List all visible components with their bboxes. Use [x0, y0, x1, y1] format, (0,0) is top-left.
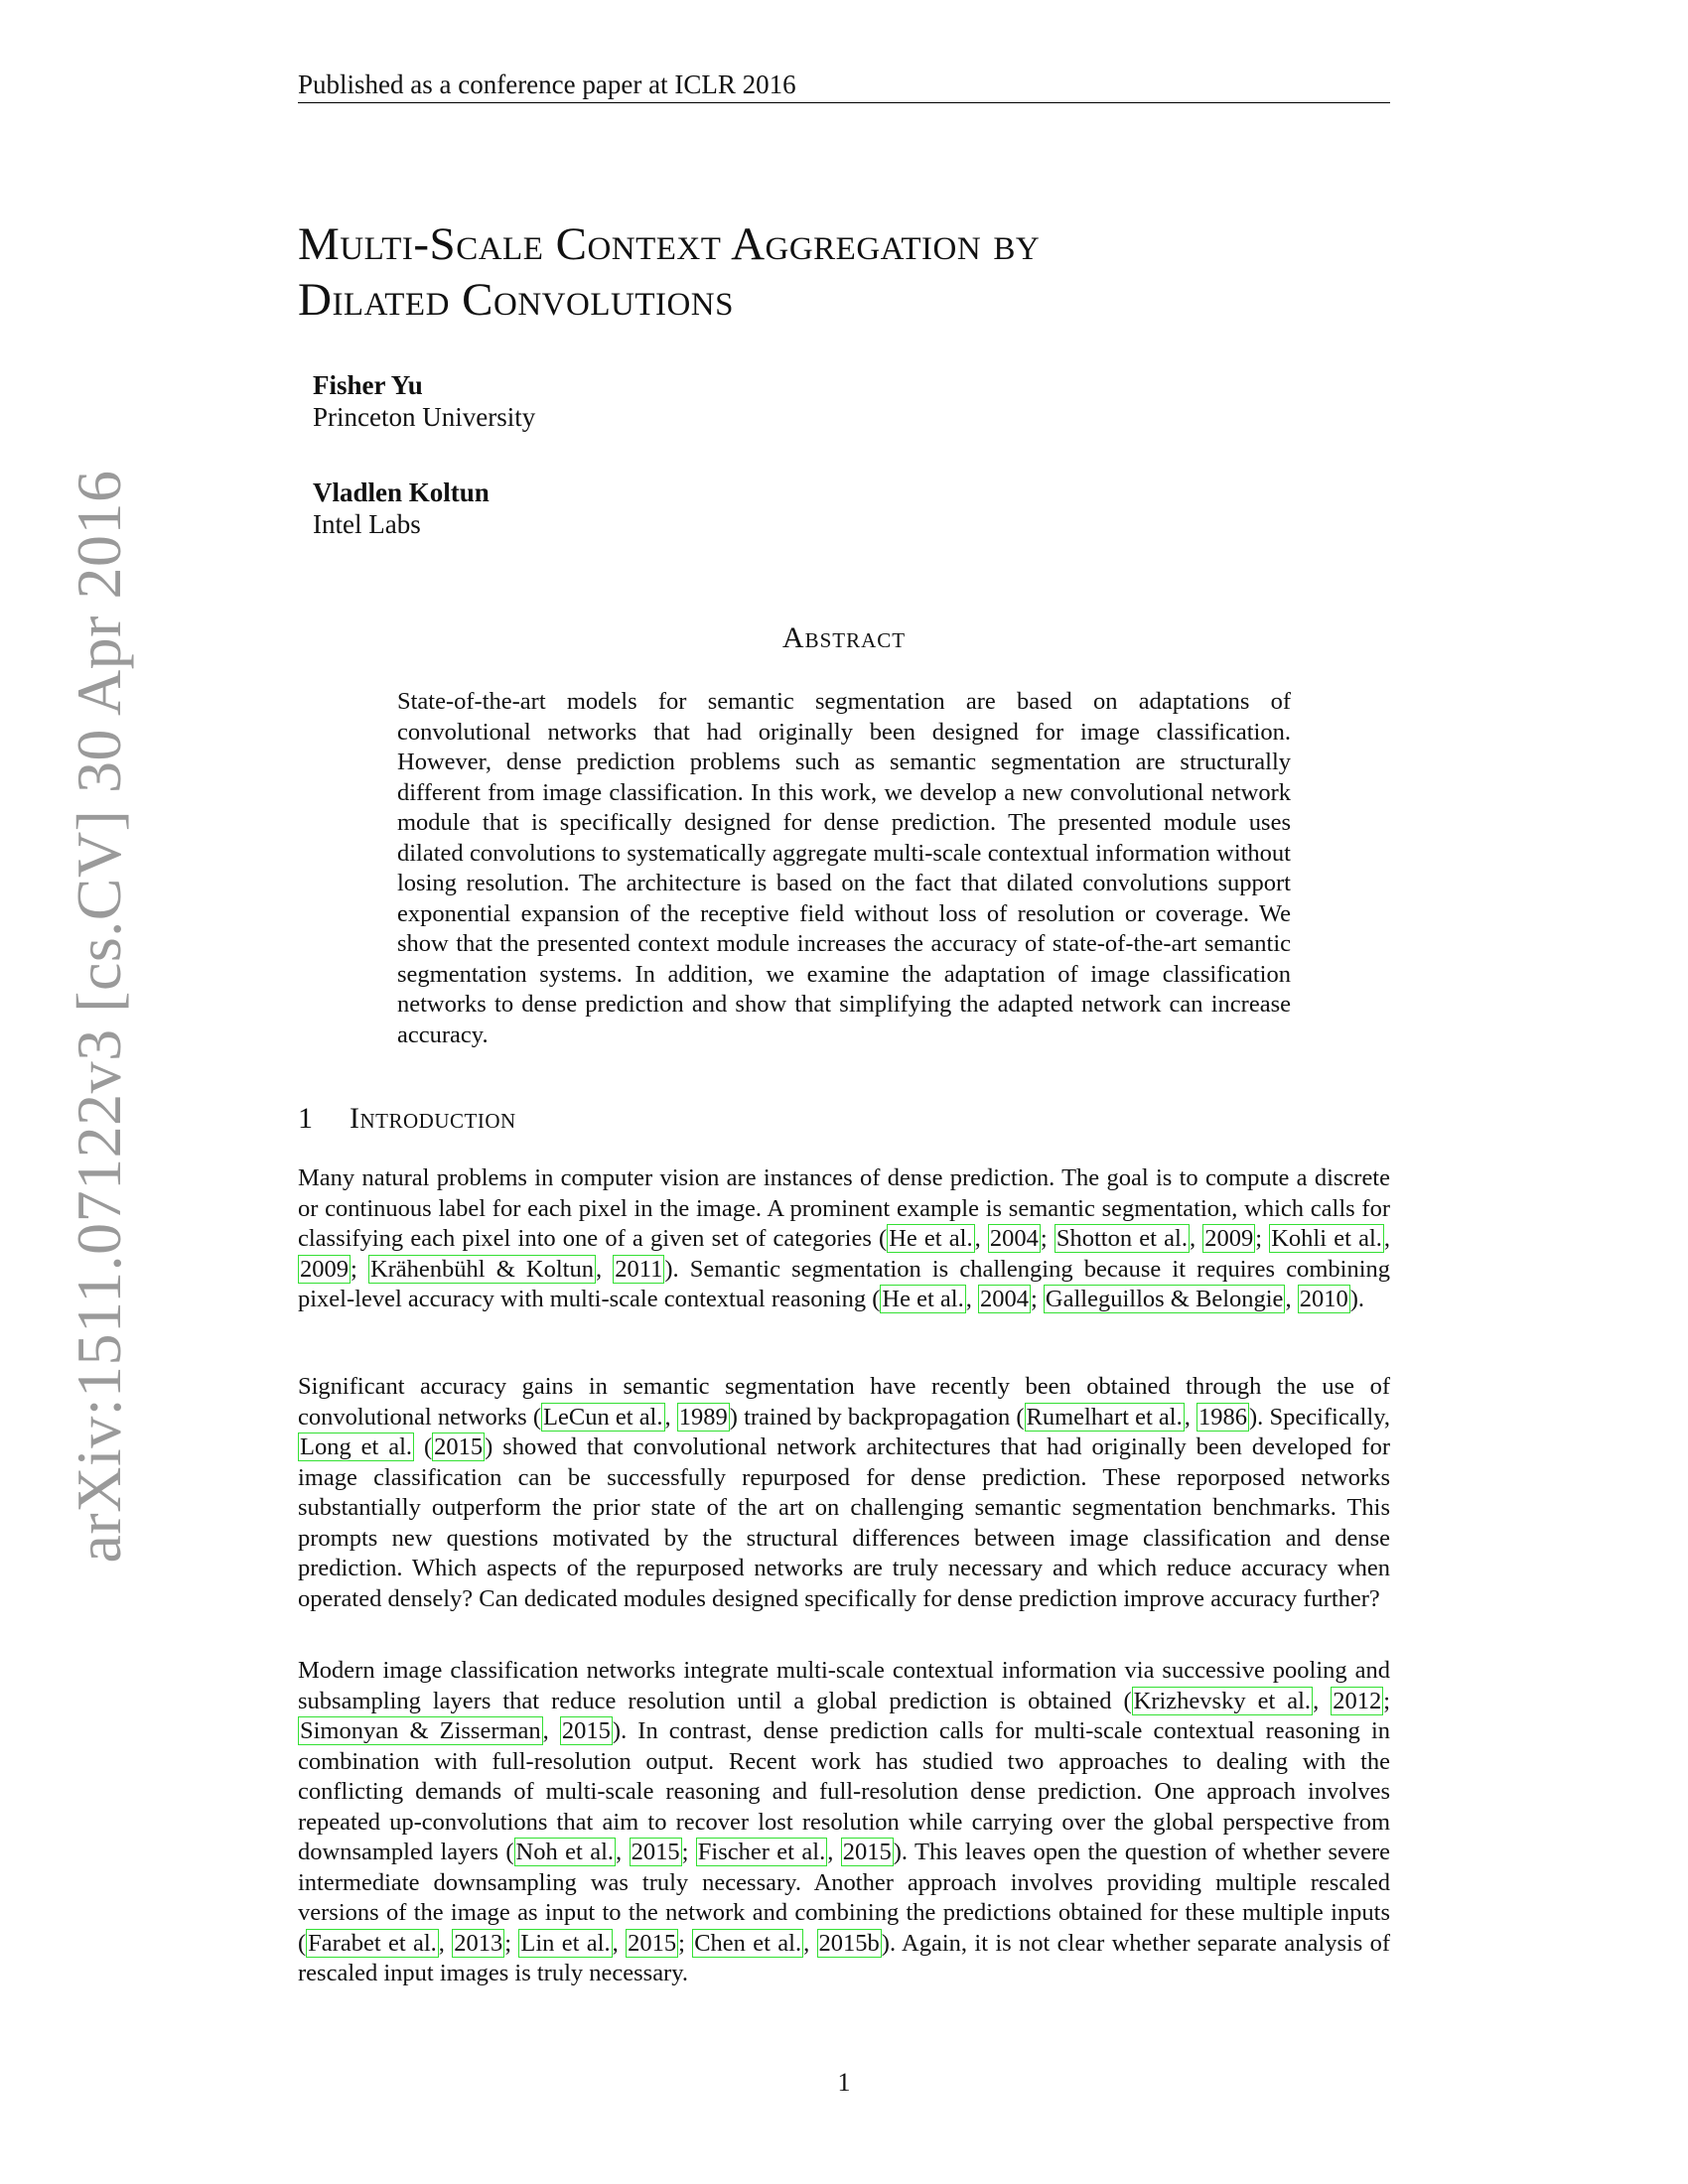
citation-year-link[interactable]: 2011: [615, 1255, 663, 1283]
citation-year-link[interactable]: 1986: [1198, 1403, 1248, 1431]
citation-link[interactable]: Simonyan & Zisserman: [300, 1717, 541, 1744]
citation-year-link[interactable]: 2010: [1299, 1286, 1348, 1312]
author-block-1: [313, 369, 535, 433]
intro-paragraph-2: Significant accuracy gains in semantic segmentation have recently been obtained through the use of convolutional networks (LeCun et al., 1989) trained by backpropagation (Rumelhart et al., 1986). Specifically, Long et al. (2015) showed that convolutional network architectures that had originally been developed for image classification can be successfully repurposed for dense prediction. These reporposed networks substantially outperform the prior state of the art on challenging semantic segmentation benchmarks. This prompts new questions motivated by the structural differences between image classification and dense prediction. Which aspects of the repurposed networks are truly necessary and which reduce accuracy when operated densely? Can dedicated modules designed specifically for dense prediction improve accuracy further?: [298, 1373, 1390, 1612]
running-header: Published as a conference paper at ICLR 2016: [298, 69, 1390, 103]
author-affiliation: Intel Labs: [313, 509, 421, 539]
citation-link[interactable]: Rumelhart et al.: [1026, 1403, 1183, 1431]
citation-link[interactable]: Noh et al.: [515, 1839, 615, 1865]
citation-year-link[interactable]: 2015: [561, 1717, 611, 1744]
abstract-heading: Abstract: [781, 621, 907, 654]
paragraph-text: ). In contrast, dense prediction calls for multi-scale contextual reasoning in combination with full-resolution output. Recent work has studied two approaches to dealing with the conflicting demands of multi-scale reasoning and full-resolution dense prediction. One approach involves repeated up-convolutions that aim to recover lost resolution while carrying over the global perspective from downsampled layers (: [298, 1717, 1391, 1865]
citation-year-link[interactable]: 2013: [454, 1929, 503, 1957]
citation-link[interactable]: Farabet et al.: [308, 1929, 437, 1957]
section-number: 1: [298, 1102, 314, 1135]
citation-year-link[interactable]: 2015: [842, 1839, 892, 1865]
paragraph-text: ).: [1349, 1286, 1364, 1312]
title-line-2: Dilated Convolutions: [298, 274, 734, 326]
paragraph-text: Significant accuracy gains in semantic segmentation have recently been obtained through the use of convolutional networks (: [298, 1373, 1390, 1431]
citation-link[interactable]: Krizhevsky et al.: [1133, 1687, 1312, 1714]
paragraph-text: Many natural problems in computer vision are instances of dense prediction. The goal is to compute a discrete or continuous label for each pixel in the image. A prominent example is semantic segmentation, which calls for classifying each pixel into one of a given set of categories (: [298, 1164, 1390, 1252]
citation-year-link[interactable]: 2009: [1204, 1225, 1254, 1252]
paragraph-text: Modern image classification networks integrate multi-scale contextual information via successive pooling and subsampling layers that reduce resolution until a global prediction is obtained (: [298, 1657, 1390, 1714]
paragraph-text: ). Again, it is not clear whether separate analysis of rescaled input images is truly necessary.: [298, 1929, 1391, 1986]
author-block-2: [313, 477, 490, 540]
citation-year-link[interactable]: 1989: [678, 1403, 728, 1431]
section-title: Introduction: [350, 1102, 516, 1135]
paragraph-text: ) trained by backpropagation (: [729, 1403, 1025, 1431]
citation-link[interactable]: Kohli et al.: [1271, 1225, 1382, 1252]
citation-link[interactable]: Galleguillos & Belongie: [1045, 1286, 1284, 1312]
citation-year-link[interactable]: 2015: [628, 1929, 677, 1957]
citation-year-link[interactable]: 2004: [979, 1286, 1029, 1312]
paragraph-text: ). This leaves open the question of whether severe intermediate downsampling was truly necessary. Another approach involves providing multiple rescaled versions of the image as input to the network and combining the predictions obtained for these multiple inputs (: [298, 1839, 1391, 1957]
citation-link[interactable]: Chen et al.: [694, 1929, 802, 1957]
citation-link[interactable]: He et al.: [882, 1286, 964, 1312]
citation-link[interactable]: Fischer et al.: [697, 1839, 826, 1865]
citation-year-link[interactable]: 2004: [989, 1225, 1039, 1252]
citation-year-link[interactable]: 2012: [1333, 1687, 1382, 1714]
author-name: Fisher Yu: [313, 370, 423, 400]
citation-link[interactable]: Lin et al.: [520, 1929, 611, 1957]
title-line-1: Multi-Scale Context Aggregation by: [298, 218, 1041, 270]
page-number: 1: [837, 2068, 851, 2097]
citation-link[interactable]: Long et al.: [300, 1433, 413, 1460]
citation-year-link[interactable]: 2015: [631, 1839, 680, 1865]
citation-link[interactable]: He et al.: [889, 1225, 973, 1252]
intro-paragraph-3: Modern image classification networks integrate multi-scale contextual information via successive pooling and subsampling layers that reduce resolution until a global prediction is obtained (Krizhevsky et al., 2012; Simonyan & Zisserman, 2015). In contrast, dense prediction calls for multi-scale contextual reasoning in combination with full-resolution output. Recent work has studied two approaches to dealing with the conflicting demands of multi-scale reasoning and full-resolution dense prediction. One approach involves repeated up-convolutions that aim to recover lost resolution while carrying over the global perspective from downsampled layers (Noh et al., 2015; Fischer et al., 2015). This leaves open the question of whether severe intermediate downsampling was truly necessary. Another approach involves providing multiple rescaled versions of the image as input to the network and combining the predictions obtained for these multiple inputs (Farabet et al., 2013; Lin et al., 2015; Chen et al., 2015b). Again, it is not clear whether separate analysis of rescaled input images is truly necessary.: [298, 1657, 1391, 1986]
paper-title: [298, 216, 1390, 328]
paragraph-text: ). Specifically,: [1249, 1403, 1390, 1431]
paragraph-text: ) showed that convolutional network architectures that had originally been developed for image classification can be successfully repurposed for dense prediction. These reporposed networks substantially outperform the prior state of the art on challenging semantic segmentation benchmarks. This prompts new questions motivated by the structural differences between image classification and dense prediction. Which aspects of the repurposed networks are truly necessary and which reduce accuracy when operated densely? Can dedicated modules designed specifically for dense prediction improve accuracy further?: [298, 1433, 1390, 1612]
abstract-text: State-of-the-art models for semantic segmentation are based on adaptations of convolutional networks that had originally been designed for image classification. However, dense prediction problems such as semantic segmentation are structurally different from image classification. In this work, we develop a new convolutional network module that is specifically designed for dense prediction. The presented module uses dilated convolutions to systematically aggregate multi-scale contextual information without losing resolution. The architecture is based on the fact that dilated convolutions support exponential expansion of the receptive field without loss of resolution or coverage. We show that the presented context module increases the accuracy of state-of-the-art semantic segmentation systems. In addition, we examine the adaptation of image classification networks to dense prediction and show that simplifying the adapted network can increase accuracy.: [397, 688, 1291, 1048]
paragraph-text: ). Semantic segmentation is challenging because it requires combining pixel-level accuracy with multi-scale contextual reasoning (: [298, 1255, 1391, 1312]
arxiv-identifier-stamp: arXiv:1511.07122v3 [cs.CV] 30 Apr 2016: [64, 470, 134, 1564]
intro-paragraph-1: Many natural problems in computer vision are instances of dense prediction. The goal is to compute a discrete or continuous label for each pixel in the image. A prominent example is semantic segmentation, which calls for classifying each pixel into one of a given set of categories (He et al., 2004; Shotton et al., 2009; Kohli et al., 2009; Krähenbühl & Koltun, 2011). Semantic segmentation is challenging because it requires combining pixel-level accuracy with multi-scale contextual reasoning (He et al., 2004; Galleguillos & Belongie, 2010).: [298, 1164, 1391, 1312]
citation-year-link[interactable]: 2009: [300, 1255, 349, 1283]
citation-year-link[interactable]: 2015: [434, 1433, 484, 1460]
citation-link[interactable]: LeCun et al.: [543, 1403, 663, 1431]
citation-link[interactable]: Krähenbühl & Koltun: [369, 1255, 594, 1283]
author-name: Vladlen Koltun: [313, 478, 490, 507]
citation-link[interactable]: Shotton et al.: [1055, 1225, 1188, 1252]
citation-year-link[interactable]: 2015b: [818, 1929, 880, 1957]
section-heading: [298, 1102, 516, 1136]
author-affiliation: Princeton University: [313, 402, 536, 432]
